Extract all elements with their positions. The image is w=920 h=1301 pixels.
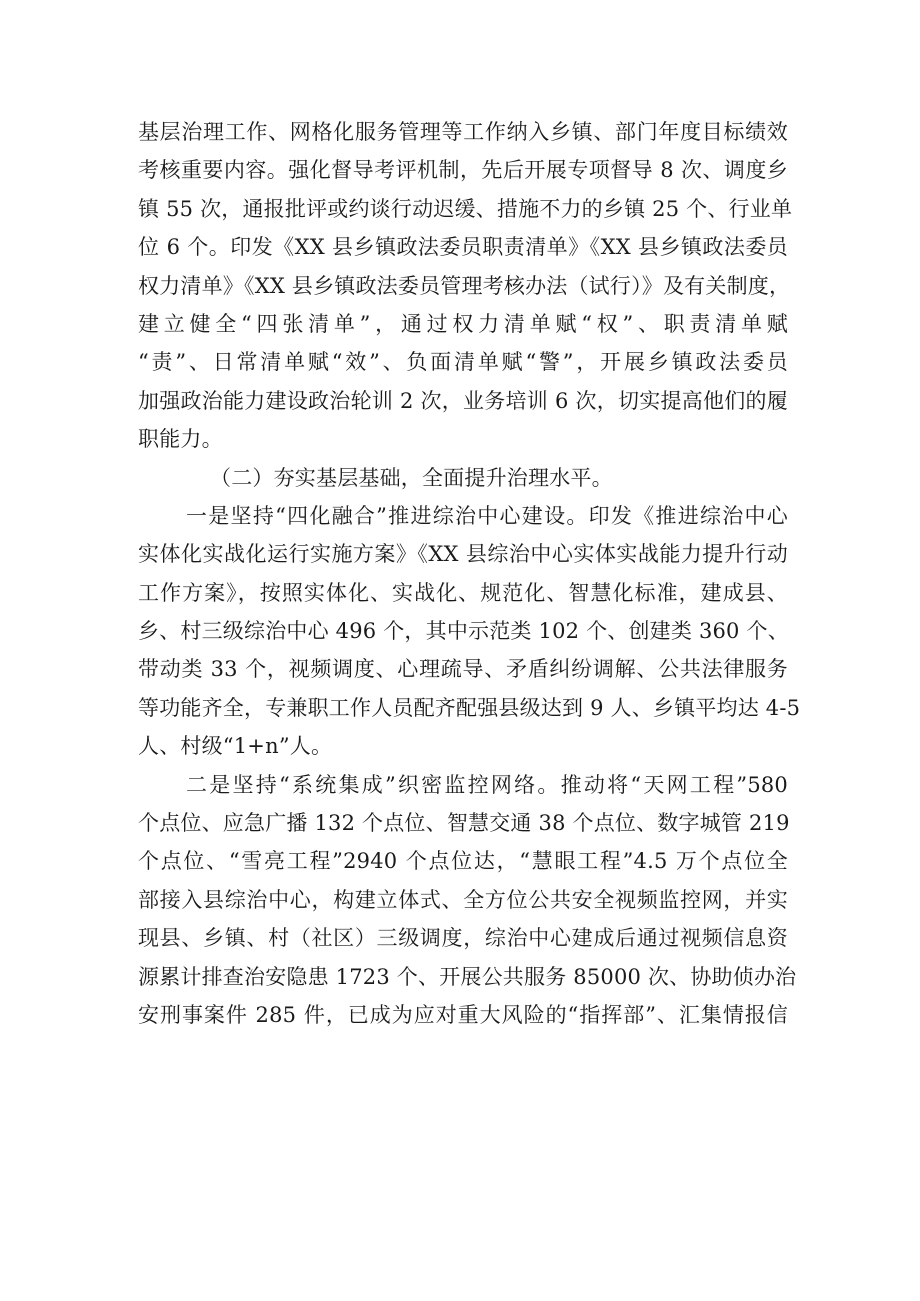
text-line: 职能力。 bbox=[138, 427, 223, 452]
text-line: 基层治理工作、网格化服务管理等工作纳入乡镇、部门年度目标绩效 bbox=[138, 120, 788, 144]
text-line: 部接入县综治中心，构建立体式、全方位公共安全视频监控网，并实 bbox=[138, 887, 788, 912]
text-line: 源累计排查治安隐患 1723 个、开展公共服务 85000 次、协助侦办治 bbox=[138, 964, 797, 989]
text-line: 人、村级“1+n”人。 bbox=[138, 734, 333, 759]
paragraph-3 bbox=[138, 497, 801, 766]
text-line: 镇 55 次，通报批评或约谈行动迟缓、措施不力的乡镇 25 个、行业单 bbox=[138, 196, 793, 221]
paragraph-4 bbox=[138, 766, 797, 1035]
text-line: 权力清单》《XX 县乡镇政法委员管理考核办法（试行）》及有关制度， bbox=[138, 273, 791, 298]
text-line: 带动类 33 个，视频调度、心理疏导、矛盾纠纷调解、公共法律服务 bbox=[138, 657, 788, 682]
text-line: 等功能齐全，专兼职工作人员配齐配强县级达到 9 人、乡镇平均达 4-5 bbox=[138, 695, 801, 720]
text-line: 安刑事案件 285 件，已成为应对重大风险的“指挥部”、汇集情报信 bbox=[138, 1002, 788, 1027]
text-line: 位 6 个。印发《XX 县乡镇政法委员职责清单》《XX 县乡镇政法委员 bbox=[138, 235, 788, 260]
text-line: 实体化实战化运行实施方案》《XX 县综治中心实体实战能力提升行动 bbox=[138, 542, 788, 567]
text-line: 个点位、“雪亮工程”2940 个点位达，“慧眼工程”4.5 万个点位全 bbox=[138, 849, 788, 874]
text-line: “责”、日常清单赋“效”、负面清单赋“警”，开展乡镇政法委员 bbox=[138, 350, 788, 375]
section-heading bbox=[138, 459, 788, 497]
body-text bbox=[138, 113, 801, 1034]
heading-line: （二）夯实基层基础，全面提升治理水平。 bbox=[210, 465, 613, 490]
text-line: 工作方案》，按照实体化、实战化、规范化、智慧化标准，建成县、 bbox=[138, 580, 788, 605]
text-line: 加强政治能力建设政治轮训 2 次，业务培训 6 次，切实提高他们的履 bbox=[138, 388, 788, 413]
text-line: 个点位、应急广播 132 个点位、智慧交通 38 个点位、数字城管 219 bbox=[138, 811, 790, 836]
paragraph-1 bbox=[138, 113, 793, 459]
text-line: 考核重要内容。强化督导考评机制，先后开展专项督导 8 次、调度乡 bbox=[138, 158, 788, 183]
text-line: 二是坚持“系统集成”织密监控网络。推动将“天网工程”580 bbox=[186, 772, 788, 797]
text-line: 现县、乡镇、村（社区）三级调度，综治中心建成后通过视频信息资 bbox=[138, 926, 788, 951]
text-line: 乡、村三级综治中心 496 个，其中示范类 102 个、创建类 360 个、 bbox=[138, 619, 789, 644]
text-line: 一是坚持“四化融合”推进综治中心建设。印发《推进综治中心 bbox=[186, 503, 788, 528]
text-line: 建立健全“四张清单”，通过权力清单赋“权”、职责清单赋 bbox=[138, 311, 788, 336]
